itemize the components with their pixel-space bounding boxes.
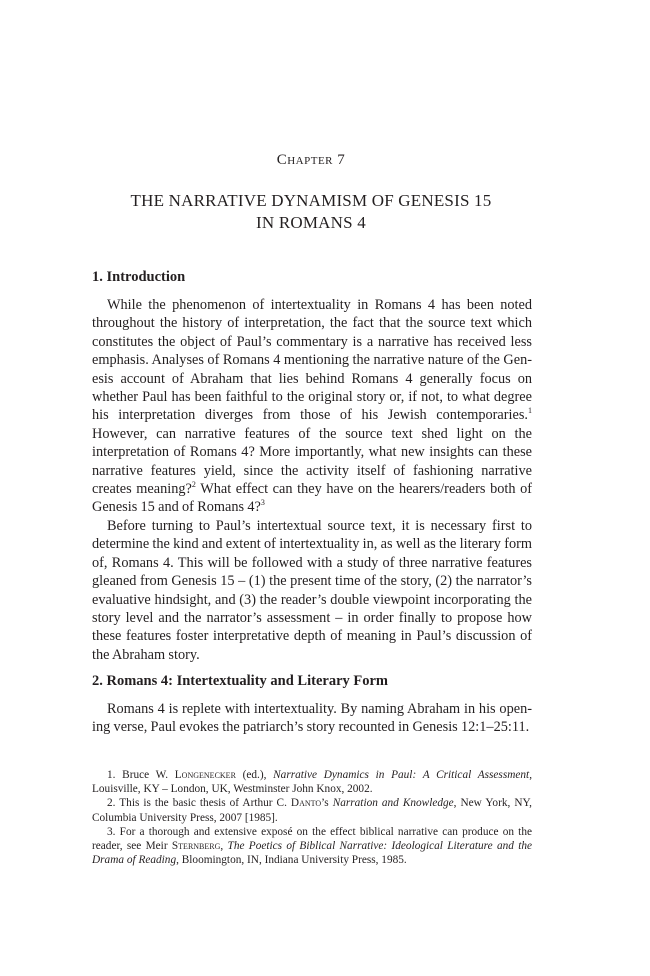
section-introduction-body [92,296,532,664]
footnote [92,796,532,824]
paragraph-text: However, can narrative features of the source text shed light on the interpretation of Romans 4? More importantly, what new insights can these narrative features yield, since the activity itself of fashioning narrative creates meaning? [92,425,532,498]
footnote-text: 3. For a thorough and extensive exposé on the effect biblical narrative can produce on the reader, see Meir [92,825,532,853]
footnote-text: 1. Bruce W. [107,769,175,781]
chapter-title-line-1: THE NARRATIVE DYNAMISM OF GENESIS 15 [130,191,492,210]
footnote-title: Narration and Knowledge [332,797,454,810]
chapter-label: Chapter 7 [276,152,346,168]
footnote-ref[interactable]: 3 [260,498,265,508]
footnote-ref[interactable]: 2 [191,480,196,490]
footnote-author: Longenecker [174,769,236,781]
paragraph: Before turning to Paul’s intertextual source text, it is necessary first to determine the kind and extent of intertextuality in, as well as the literary form of, Romans 4. This will be followed with a study of three narrative features gleaned from Genesis 15 – (1) the present time of the story, (2) the narrator’s evaluative hindsight, and (3) the reader’s double viewpoint incorporating the story level and the narrator’s assessment – in order finally to propose how these features foster interpretative depth of meaning in Paul’s discussion of the Abraham story. [92,517,532,663]
footnote [92,825,532,868]
section-heading-introduction: 1. Introduction [92,269,186,285]
footnotes [92,768,532,867]
footnote-text: , New York, NY, Columbia University Press, 2007 [1985]. [92,797,533,824]
paragraph [92,296,532,517]
footnote-ref[interactable]: 1 [528,406,532,416]
paragraph-text: While the phenomenon of intertextuality in Romans 4 has been noted throughout the history of interpretation, the fact that the source text which constitutes the object of Paul’s commentary is a narrative has received less emphasis. Analyses of Romans 4 mentioning the narrative nature of the Genesis account of Abraham that lies behind Romans 4 generally focus on whether Paul has been faithful to the original story or, if not, to what degree his interpretation diverges from those of his Jewish contemporaries. [92,297,532,424]
chapter-title [0,190,622,234]
footnote-text: , [220,840,228,853]
footnote-title: The Poetics of Biblical Narrative: Ideological Literature and the Drama of Reading [92,840,532,867]
paragraph-text: What effect can they have on the hearers/readers both of Genesis 15 and of Romans 4? [92,481,533,516]
footnote-author: Danto [290,797,322,810]
footnote-author: Sternberg [171,840,221,853]
footnote-text: , Bloomington, IN, Indiana University Press, 1985. [176,854,407,867]
section-intertextuality-body [92,700,532,737]
footnote-title: Narrative Dynamics in Paul: A Critical Assessment [273,769,530,781]
footnote-text: ’s [321,797,333,810]
footnote-text: , Louisville, KY – London, UK, Westminster John Knox, 2002. [92,769,533,796]
section-heading-intertextuality: 2. Romans 4: Intertextuality and Literary Form [92,673,388,689]
footnote-text: (ed.), [235,769,274,781]
chapter-title-line-2: IN ROMANS 4 [256,213,366,232]
paragraph: Romans 4 is replete with intertextuality. By naming Abraham in his opening verse, Paul evokes the patriarch’s story recounted in Genesis 12:1–25:11. [92,701,532,736]
footnote [92,768,532,796]
footnote-text: 2. This is the basic thesis of Arthur C. [107,797,291,810]
